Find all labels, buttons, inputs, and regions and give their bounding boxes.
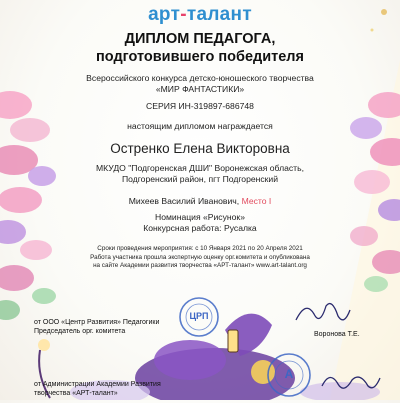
dates-line-2: Работа участника прошла экспертную оценку орг.комитета и опубликована <box>90 253 310 261</box>
title-line-2: подготовившего победителя <box>96 49 304 65</box>
signature-scribble-1 <box>292 296 352 332</box>
stamp-1 <box>178 296 220 338</box>
nomination: Номинация «Рисунок» <box>155 212 245 222</box>
stamp-2-text: А <box>284 367 294 381</box>
signature-scribble-2 <box>318 368 384 398</box>
signature-block-2 <box>34 380 161 398</box>
sign2-line-2: творчества «АРТ-талант» <box>34 390 118 397</box>
recipient-name: Остренко Елена Викторовна <box>110 141 290 156</box>
organization <box>40 163 360 185</box>
nomination-block <box>40 212 360 234</box>
logo-left: арт <box>148 4 181 25</box>
awarded-text: настоящим дипломом награждается <box>127 121 273 131</box>
sign2-line-1: от Администрации Академии Развития <box>34 381 161 388</box>
contest-name <box>40 73 360 95</box>
logo-dash: - <box>180 4 187 25</box>
logo <box>0 4 400 26</box>
student-line <box>40 196 360 206</box>
org-line-1: МКУДО "Подгоренская ДШИ" Воронежская область, <box>96 163 304 173</box>
contest-line-2: «МИР ФАНТАСТИКИ» <box>155 84 245 94</box>
place-award: Место I <box>241 196 272 206</box>
signature-block-1 <box>34 318 159 336</box>
title-line-1: ДИПЛОМ ПЕДАГОГА, <box>124 31 276 47</box>
sparkle <box>371 29 374 32</box>
competition-work: Конкурсная работа: Русалка <box>143 223 257 233</box>
diploma-title <box>40 30 360 66</box>
org-line-2: Подгоренский район, пгт Подгоренский <box>121 174 279 184</box>
series-number: СЕРИЯ ИН-319897-686748 <box>146 101 254 111</box>
signer-name: Воронова Т.Е. <box>314 331 360 338</box>
event-dates <box>40 245 360 271</box>
logo-right: талант <box>186 4 252 25</box>
dates-line-3: на сайте Академии развития творчества «АРТ-талант» www.art-talant.org <box>93 262 307 270</box>
stamp-2 <box>266 352 312 398</box>
contest-line-1: Всероссийского конкурса детско-юношеского творчества <box>86 73 314 83</box>
stamp-1-text: ЦРП <box>189 311 209 321</box>
sign1-line-2: Председатель орг. комитета <box>34 328 126 335</box>
sign1-line-1: от ООО «Центр Развития» Педагогики <box>34 319 160 326</box>
dates-line-1: Сроки проведения мероприятия: с 10 Января 2021 по 20 Апреля 2021 <box>97 245 303 252</box>
student-name: Михеев Василий Иванович, <box>128 196 240 206</box>
